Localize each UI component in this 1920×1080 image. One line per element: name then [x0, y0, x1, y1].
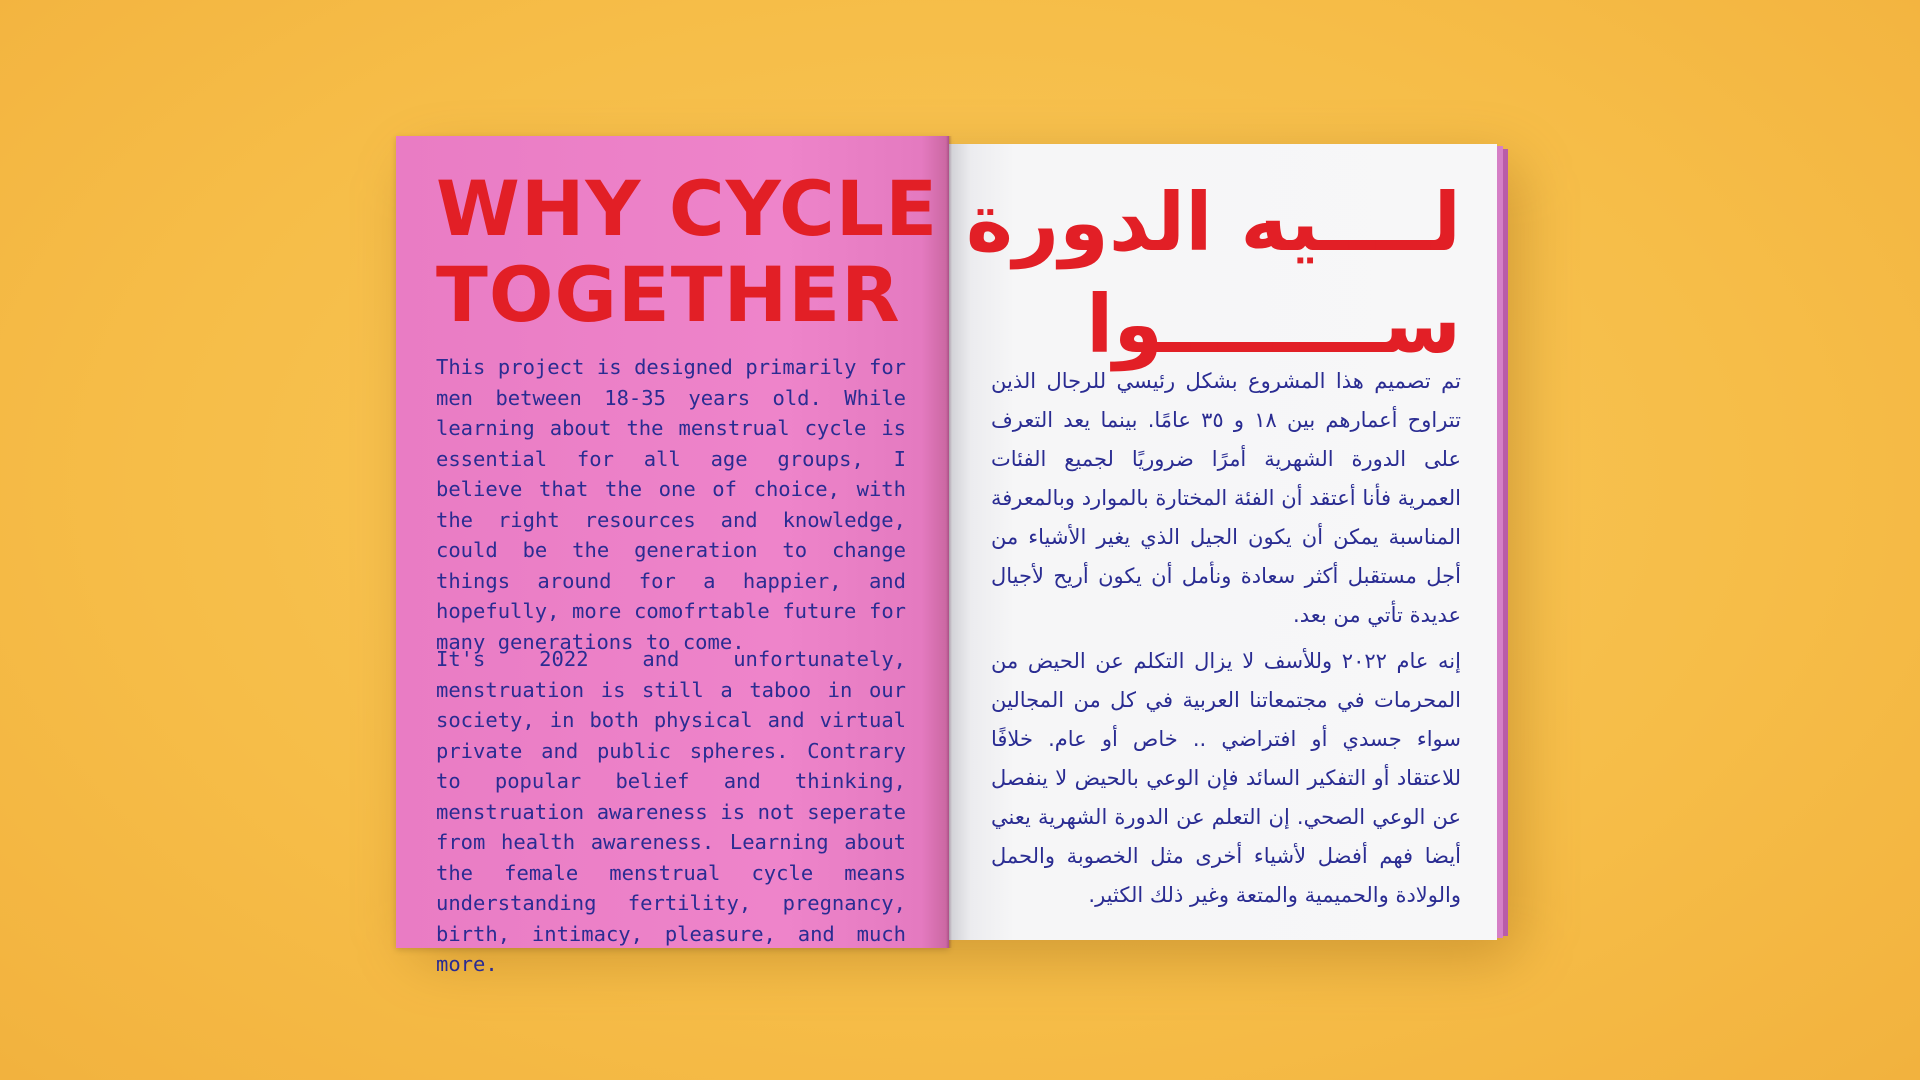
arabic-title-line-1: لــــيه الدورة: [965, 176, 1461, 269]
english-paragraph-2: It's 2022 and unfortunately, menstruation is still a taboo in our society, in both physical and virtual private and public spheres. Contrary to popular belief and thinking, menstruation awareness is not seperate from health awareness. Learning about the female menstrual cycle means understanding fertility, pregnancy, birth, intimacy, pleasure, and much more.: [436, 647, 906, 976]
english-paragraph-1: This project is designed primarily for men between 18-35 years old. While learning about the menstrual cycle is essential for all age groups, I believe that the one of choice, with the right resources and knowledge, could be the generation to change things around for a happier, and hopefully, more comofrtable future for many generations to come.: [436, 355, 906, 654]
arabic-title-line-2: ســــــــوا: [1086, 278, 1461, 371]
open-booklet: [396, 136, 1510, 976]
arabic-title: [965, 172, 1461, 376]
arabic-paragraph-1: تم تصميم هذا المشروع بشكل رئيسي للرجال الذين تتراوح أعمارهم بين ١٨ و ٣٥ عامًا. بينما يعد التعرف على الدورة الشهرية أمرًا ضروريًا لجميع الفئات العمرية فأنا أعتقد أن الفئة المختارة بالموارد وبالمعرفة المناسبة يمكن أن يكون الجيل الذي يغير الأشياء من أجل مستقبل أكثر سعادة ونأمل أن يكون أريح لأجيال عديدة تأتي من بعد.: [991, 369, 1461, 627]
english-title-line-1: WHY CYCLE: [436, 164, 939, 253]
booklet-spine: [946, 136, 952, 948]
english-title-line-2: TOGETHER: [436, 250, 901, 339]
arabic-paragraph-2: إنه عام ٢٠٢٢ وللأسف لا يزال التكلم عن الحيض من المحرمات في مجتمعاتنا العربية في كل من المجالين سواء جسدي أو افتراضي .. خاص أو عام. خلافًا للاعتقاد أو التفكير السائد فإن الوعي بالحيض لا ينفصل عن الوعي الصحي. إن التعلم عن الدورة الشهرية يعني أيضا فهم أفضل لأشياء أخرى مثل الخصوبة والحمل والولادة والحميمية والمتعة وغير ذلك الكثير.: [991, 649, 1461, 907]
right-page: [949, 144, 1497, 940]
english-title: [436, 164, 939, 339]
left-page: [396, 136, 949, 976]
cover-edge: [1503, 149, 1508, 936]
